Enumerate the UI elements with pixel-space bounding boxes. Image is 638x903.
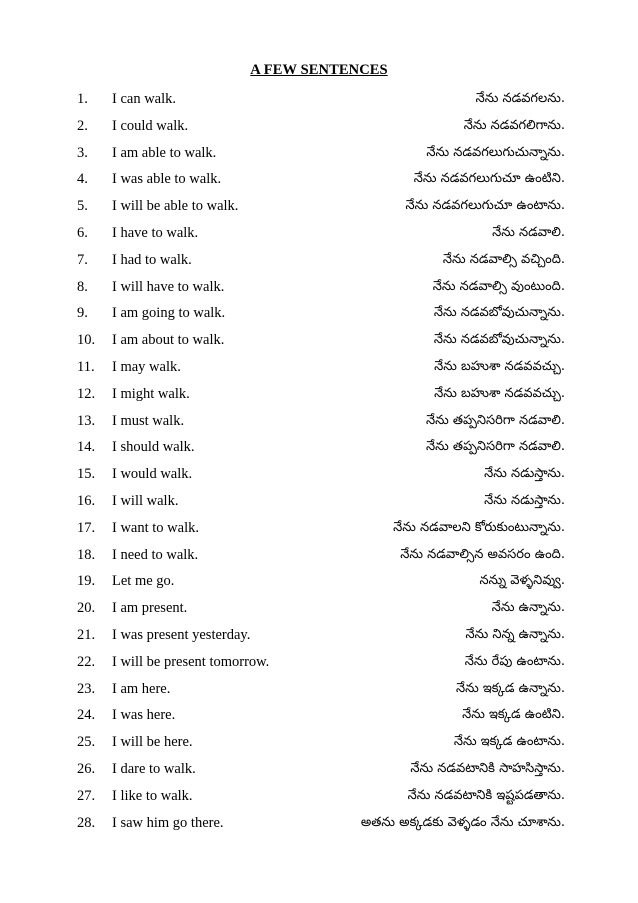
sentence-row — [0, 571, 638, 598]
sentence-row — [0, 89, 638, 116]
english-sentence: I am here. — [112, 680, 171, 697]
sentence-number: 28. — [77, 814, 96, 831]
sentence-row — [0, 437, 638, 464]
sentence-number: 16. — [77, 492, 96, 509]
english-sentence: I will have to walk. — [112, 278, 225, 295]
sentence-row — [0, 652, 638, 679]
sentence-number: 7. — [77, 251, 88, 268]
telugu-translation: నేను ఇక్కడ ఉంటాను. — [453, 734, 565, 750]
sentence-number: 17. — [77, 519, 96, 536]
sentence-number: 8. — [77, 278, 88, 295]
english-sentence: I like to walk. — [112, 787, 193, 804]
sentence-number: 14. — [77, 439, 96, 456]
telugu-translation: నేను నడవబోవుచున్నాను. — [433, 332, 565, 348]
sentence-number: 11. — [77, 358, 95, 375]
sentence-number: 6. — [77, 224, 88, 241]
sentence-row — [0, 250, 638, 277]
sentence-row — [0, 330, 638, 357]
sentence-row — [0, 598, 638, 625]
sentence-row — [0, 813, 638, 840]
telugu-translation: నేను నడవాల్సి వచ్చింది. — [442, 251, 565, 267]
telugu-translation: నేను ఉన్నాను. — [491, 600, 565, 616]
telugu-translation: నేను బహుశా నడవవచ్చు. — [434, 385, 565, 401]
english-sentence: I am going to walk. — [112, 305, 226, 322]
telugu-translation: నేను నడవగలుగుచున్నాను. — [426, 144, 565, 160]
english-sentence: I was present yesterday. — [112, 626, 251, 643]
english-sentence: I will be able to walk. — [112, 198, 239, 215]
telugu-translation: నేను తప్పనిసరిగా నడవాలి. — [425, 412, 565, 428]
telugu-translation: నేను నడుస్తాను. — [484, 466, 565, 482]
sentence-row — [0, 143, 638, 170]
sentence-row — [0, 732, 638, 759]
sentence-row — [0, 464, 638, 491]
english-sentence: I am about to walk. — [112, 332, 225, 349]
sentence-row — [0, 518, 638, 545]
english-sentence: I may walk. — [112, 358, 181, 375]
telugu-translation: నేను నడవగలుగుచూ ఉంటాను. — [405, 198, 565, 214]
english-sentence: I must walk. — [112, 412, 185, 429]
english-sentence: Let me go. — [112, 573, 175, 590]
sentence-row — [0, 625, 638, 652]
sentence-number: 24. — [77, 707, 96, 724]
sentence-number: 15. — [77, 466, 96, 483]
telugu-translation: నేను నడవాల్సి వుంటుంది. — [432, 278, 565, 294]
sentence-row — [0, 384, 638, 411]
sentence-number: 10. — [77, 332, 96, 349]
telugu-translation: నేను నడవగలుగుచూ ఉంటిని. — [413, 171, 565, 187]
sentence-number: 9. — [77, 305, 88, 322]
document-title: A FEW SENTENCES — [250, 62, 388, 78]
sentence-number: 22. — [77, 653, 96, 670]
english-sentence: I can walk. — [112, 91, 177, 107]
telugu-translation: నేను నడవాలని కోరుకుంటున్నాను. — [393, 519, 565, 535]
sentence-number: 5. — [77, 198, 88, 215]
telugu-translation: నేను బహుశా నడవవచ్చు. — [434, 358, 565, 374]
english-sentence: I will be here. — [112, 734, 193, 751]
english-sentence: I dare to walk. — [112, 760, 196, 777]
sentence-row — [0, 759, 638, 786]
english-sentence: I want to walk. — [112, 519, 199, 536]
sentence-list — [0, 89, 638, 839]
telugu-translation: నేను నడవగలిగాను. — [463, 117, 565, 133]
telugu-translation: నేను నడవటానికి సాహసిస్తాను. — [410, 760, 565, 776]
telugu-translation: నేను నడవాలి. — [492, 224, 565, 240]
sentence-row — [0, 786, 638, 813]
sentence-number: 25. — [77, 734, 96, 751]
english-sentence: I need to walk. — [112, 546, 199, 563]
telugu-translation: నేను నడవటానికి ఇష్టపడతాను. — [407, 787, 565, 803]
sentence-number: 3. — [77, 144, 88, 161]
english-sentence: I was able to walk. — [112, 171, 222, 188]
telugu-translation: నేను నడవగలను. — [475, 91, 565, 106]
sentence-number: 26. — [77, 760, 96, 777]
sentence-number: 13. — [77, 412, 96, 429]
english-sentence: I will be present tomorrow. — [112, 653, 270, 670]
telugu-translation: నేను రేపు ఉంటాను. — [464, 653, 565, 669]
sentence-number: 23. — [77, 680, 96, 697]
sentence-number: 4. — [77, 171, 88, 188]
sentence-number: 21. — [77, 626, 96, 643]
sentence-row — [0, 303, 638, 330]
telugu-translation: నేను నడుస్తాను. — [484, 492, 565, 508]
sentence-row — [0, 705, 638, 732]
sentence-number: 19. — [77, 573, 96, 590]
sentence-row — [0, 277, 638, 304]
telugu-translation: నేను నడవాల్సిన అవసరం ఉంది. — [400, 546, 565, 562]
english-sentence: I will walk. — [112, 492, 179, 509]
sentence-number: 20. — [77, 600, 96, 617]
telugu-translation: అతను అక్కడకు వెళ్ళడం నేను చూశాను. — [360, 814, 565, 830]
english-sentence: I was here. — [112, 707, 176, 724]
sentence-row — [0, 116, 638, 143]
sentence-number: 2. — [77, 117, 88, 134]
telugu-translation: నన్ను వెళ్ళనివ్వు. — [479, 573, 565, 589]
telugu-translation: నేను నడవబోవుచున్నాను. — [433, 305, 565, 321]
sentence-row — [0, 223, 638, 250]
telugu-translation: నేను నిన్న ఉన్నాను. — [465, 626, 565, 642]
english-sentence: I had to walk. — [112, 251, 192, 268]
sentence-row — [0, 679, 638, 706]
sentence-number: 18. — [77, 546, 96, 563]
sentence-number: 1. — [77, 91, 88, 107]
english-sentence: I should walk. — [112, 439, 195, 456]
sentence-row — [0, 357, 638, 384]
sentence-row — [0, 491, 638, 518]
sentence-row — [0, 545, 638, 572]
telugu-translation: నేను ఇక్కడ ఉన్నాను. — [455, 680, 565, 696]
english-sentence: I saw him go there. — [112, 814, 224, 831]
sentence-row — [0, 169, 638, 196]
sentence-number: 12. — [77, 385, 96, 402]
sentence-row — [0, 196, 638, 223]
english-sentence: I am able to walk. — [112, 144, 217, 161]
telugu-translation: నేను ఇక్కడ ఉంటిని. — [462, 707, 565, 723]
english-sentence: I am present. — [112, 600, 188, 617]
telugu-translation: నేను తప్పనిసరిగా నడవాలి. — [425, 439, 565, 455]
english-sentence: I would walk. — [112, 466, 193, 483]
sentence-row — [0, 411, 638, 438]
sentence-number: 27. — [77, 787, 96, 804]
english-sentence: I could walk. — [112, 117, 189, 134]
english-sentence: I have to walk. — [112, 224, 199, 241]
english-sentence: I might walk. — [112, 385, 190, 402]
